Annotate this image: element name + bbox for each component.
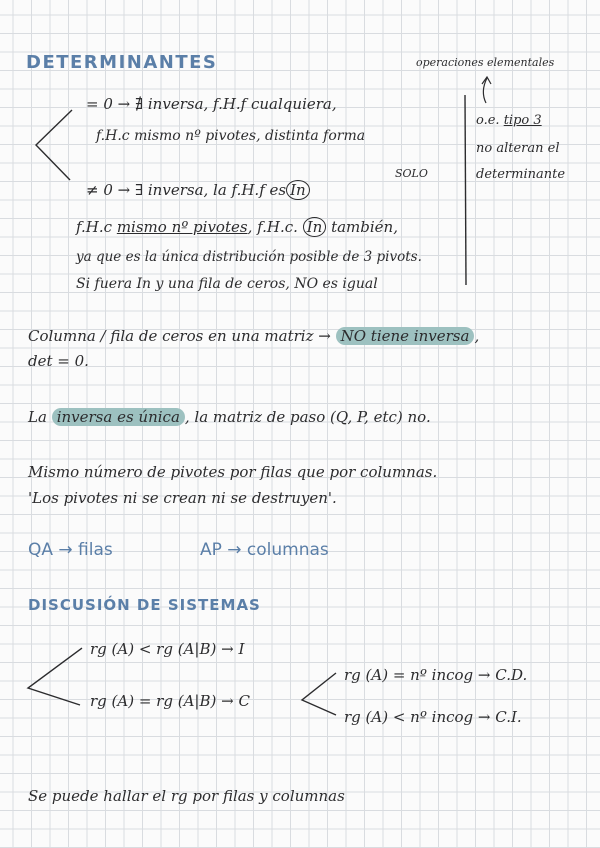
inversa-rest: , la matriz de paso (Q, P, etc) no. (184, 408, 431, 426)
identity-circled: In (286, 180, 310, 200)
side-note-oe-tipo: tipo 3 (503, 113, 542, 128)
side-note-oe-prefix: o.e. (476, 113, 500, 128)
inversa-unica-highlight: inversa es única (52, 408, 185, 426)
side-note-line2: no alteran el (476, 141, 560, 156)
inversa-unica-line (28, 408, 431, 426)
sistema-ci: rg (A) < nº incog → C.I. (344, 708, 522, 726)
brace-left-top (36, 110, 72, 180)
fhc-line (76, 218, 398, 236)
sistema-cd: rg (A) = nº incog → C.D. (344, 666, 528, 684)
footer-note: Se puede hallar el rg por filas y columnas (28, 787, 345, 805)
side-note-oe (476, 112, 542, 130)
solo-note: SOLO (395, 167, 428, 180)
no-inversa-highlight: NO tiene inversa (336, 327, 475, 345)
fhc-underlined: mismo nº pivotes (116, 218, 248, 236)
side-note-line3: determinante (476, 167, 566, 182)
unique-distribution-line: ya que es la única distribución posible de 3 pivots. (76, 249, 422, 265)
pivotes-line2: 'Los pivotes ni se crean ni se destruyen'. (28, 489, 337, 507)
brace-left-compatible (302, 673, 336, 715)
ceros-comma: , (474, 327, 480, 345)
det-zero-line1: = 0 → ∄ inversa, f.H.f cualquiera, (86, 95, 337, 113)
det-nonzero-line (86, 181, 310, 199)
pivotes-line1: Mismo número de pivotes por filas que por columnas. (28, 463, 438, 481)
title-determinantes: DETERMINANTES (26, 52, 218, 73)
up-arrow-head (482, 77, 491, 84)
ceros-line1 (28, 327, 479, 345)
det-nonzero-text: ≠ 0 → ∃ inversa, la f.H.f es (86, 181, 287, 199)
side-note-top-label: operaciones elementales (416, 56, 555, 69)
fhc-label: f.H.c (76, 218, 113, 236)
det-cero-line: det = 0. (28, 352, 89, 370)
ceros-text: Columna / fila de ceros en una matriz → (28, 327, 331, 345)
sistema-incompatible: rg (A) < rg (A|B) → I (90, 640, 245, 658)
qa-filas: QA → filas (28, 540, 113, 560)
brace-left-sistemas (28, 648, 82, 705)
title-discusion-sistemas: DISCUSIÓN DE SISTEMAS (28, 596, 261, 614)
fhc-end: también, (331, 218, 398, 236)
identity-circled-2: In (303, 217, 327, 237)
det-zero-line2: f.H.c mismo nº pivotes, distinta forma (96, 128, 366, 144)
up-arrow-line (483, 78, 487, 103)
inversa-la: La (28, 408, 47, 426)
sistema-compatible: rg (A) = rg (A|B) → C (90, 692, 250, 710)
separator-line (465, 95, 466, 285)
fila-ceros-line: Si fuera In y una fila de ceros, NO es igual (76, 276, 378, 292)
ap-columnas: AP → columnas (200, 540, 329, 560)
fhc-mid: , f.H.c. (247, 218, 298, 236)
